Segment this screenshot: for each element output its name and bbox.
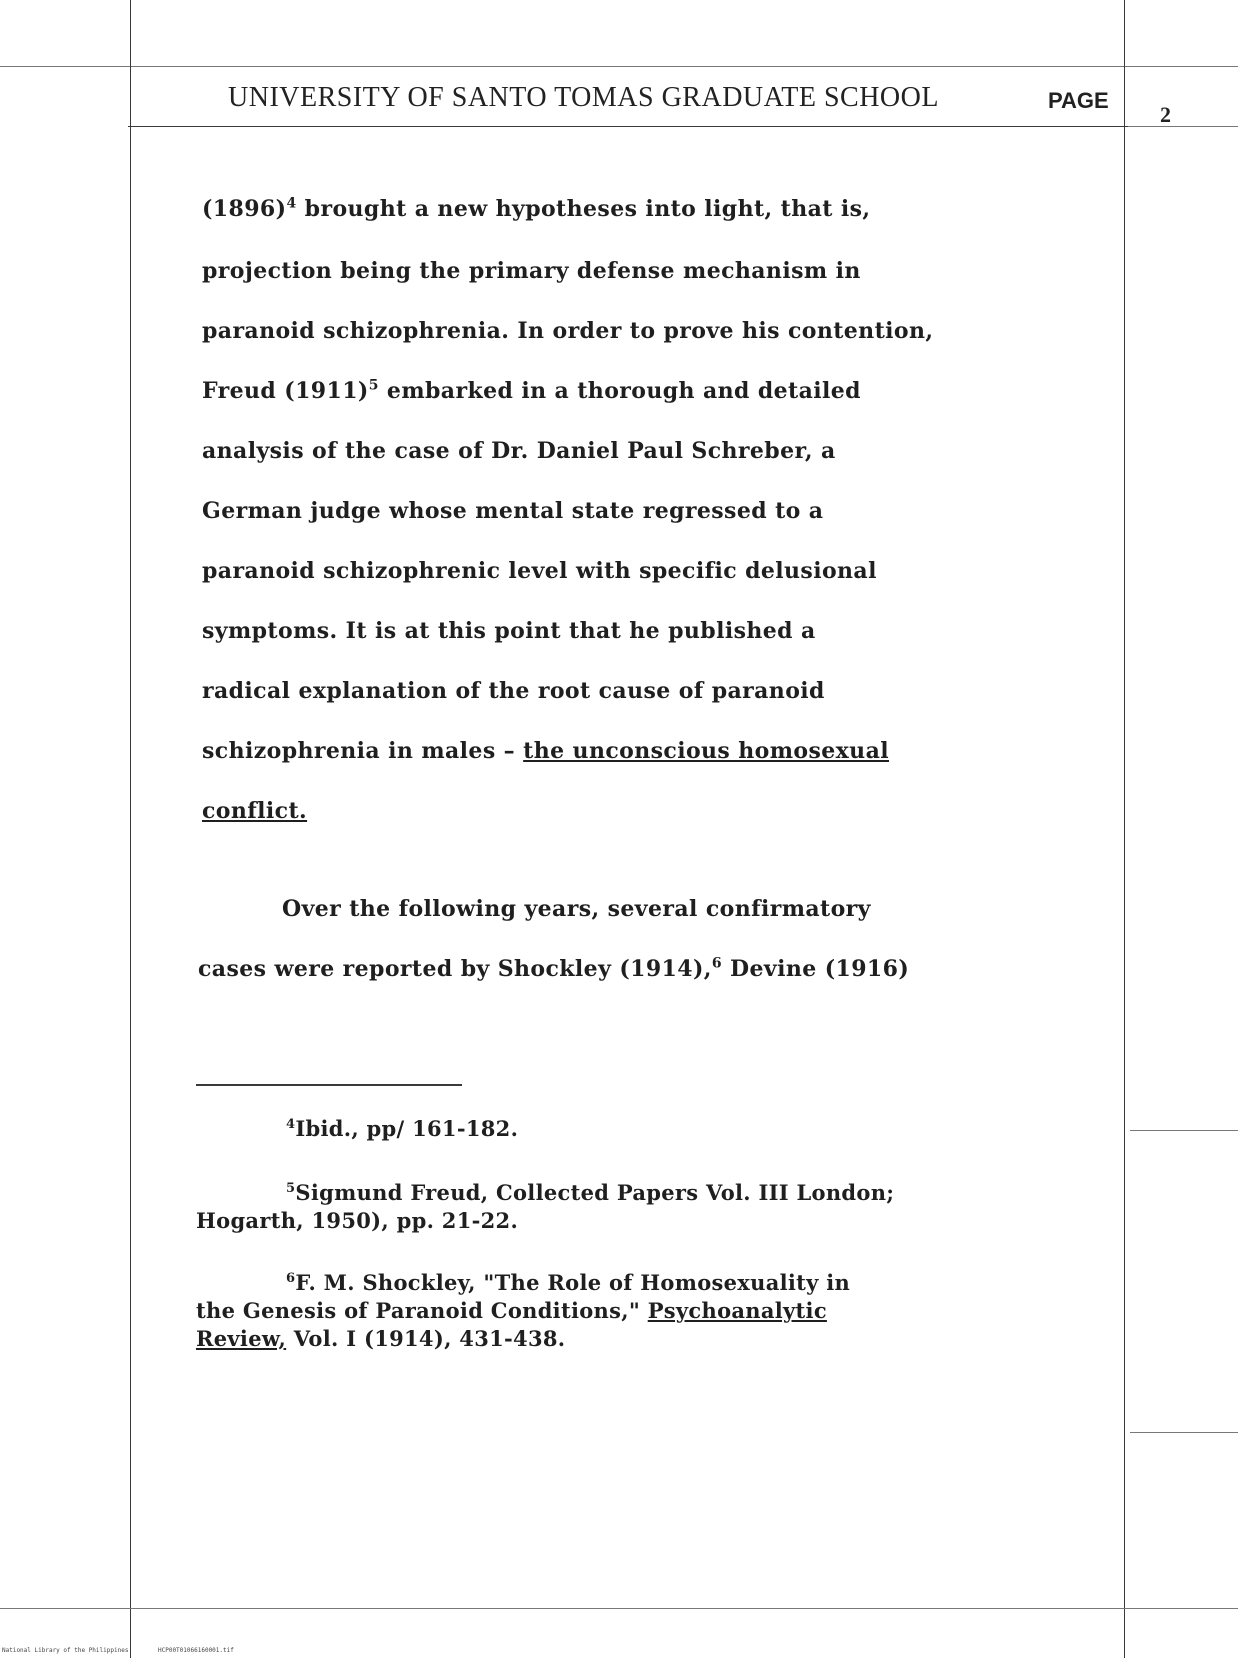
footnote-ref-5: 5 — [368, 377, 379, 394]
body-line-5: analysis of the case of Dr. Daniel Paul Schreber, a — [202, 438, 836, 464]
body-line-1-year: (1896) — [202, 196, 287, 222]
footer-library: National Library of the Philippines — [2, 1647, 129, 1654]
body-line-13-pre: cases were reported by Shockley (1914), — [198, 956, 712, 982]
body-line-2: projection being the primary defense mechanism in — [202, 258, 861, 284]
right-margin-rule — [1124, 0, 1125, 1658]
footnote-4-text: Ibid., pp/ 161-182. — [295, 1116, 519, 1141]
footnote-separator — [196, 1084, 462, 1086]
left-margin-rule — [130, 0, 131, 1658]
body-line-13-rest: Devine (1916) — [721, 956, 910, 982]
header-rule-right — [1128, 126, 1238, 127]
body-line-4-rest: embarked in a thorough and detailed — [378, 378, 861, 404]
footnote-5-text-a: Sigmund Freud, Collected Papers Vol. III London; — [295, 1180, 895, 1205]
footnote-5-line-2: Hogarth, 1950), pp. 21-22. — [196, 1208, 519, 1233]
footnote-6-text-a: F. M. Shockley, "The Role of Homosexuality in — [295, 1270, 851, 1295]
footnote-6-journal-cont: Review, — [196, 1326, 287, 1351]
body-line-10-underlined: the unconscious homosexual — [523, 738, 889, 764]
footnote-6-journal: Psychoanalytic — [647, 1298, 827, 1323]
body-line-10 — [202, 738, 889, 764]
body-line-8: symptoms. It is at this point that he published a — [202, 618, 816, 644]
footnote-6-text-c: Vol. I (1914), 431-438. — [286, 1326, 566, 1351]
header-title: UNIVERSITY OF SANTO TOMAS GRADUATE SCHOOL — [228, 82, 939, 113]
body-line-4 — [202, 378, 861, 404]
footnote-4 — [286, 1116, 518, 1141]
body-line-3: paranoid schizophrenia. In order to prove his contention, — [202, 318, 934, 344]
header-page-label: PAGE — [1048, 88, 1109, 113]
footnote-ref-6: 6 — [711, 955, 722, 972]
footnote-6-line-3 — [196, 1326, 565, 1351]
footnote-ref-4: 4 — [286, 195, 297, 212]
body-line-13 — [198, 956, 909, 982]
footer-filename: HCP00T01066160001.tif — [158, 1647, 234, 1654]
header-rule — [128, 126, 1128, 127]
body-line-1 — [202, 196, 871, 222]
footnote-6-line-2 — [196, 1298, 827, 1323]
footnote-5-marker: 5 — [286, 1181, 296, 1196]
top-rule — [0, 66, 1238, 67]
body-line-12: Over the following years, several confirmatory — [282, 896, 871, 922]
body-line-10-pre: schizophrenia in males – — [202, 738, 524, 764]
body-line-7: paranoid schizophrenic level with specific delusional — [202, 558, 877, 584]
body-line-1-rest: brought a new hypotheses into light, that is, — [296, 196, 871, 222]
right-side-rule-2 — [1130, 1432, 1238, 1433]
footnote-6-line-1 — [286, 1270, 850, 1295]
body-line-6: German judge whose mental state regressed to a — [202, 498, 824, 524]
footnote-6-marker: 6 — [286, 1271, 296, 1286]
body-line-4-pre: Freud (1911) — [202, 378, 369, 404]
footnote-5-line-1 — [286, 1180, 894, 1205]
footnote-4-marker: 4 — [286, 1117, 296, 1132]
right-side-rule-1 — [1130, 1130, 1238, 1131]
bottom-rule — [0, 1608, 1238, 1609]
body-line-9: radical explanation of the root cause of paranoid — [202, 678, 825, 704]
footnote-6-text-b: the Genesis of Paranoid Conditions," — [196, 1298, 648, 1323]
header-page-number: 2 — [1160, 102, 1171, 127]
body-line-11: conflict. — [202, 798, 308, 824]
